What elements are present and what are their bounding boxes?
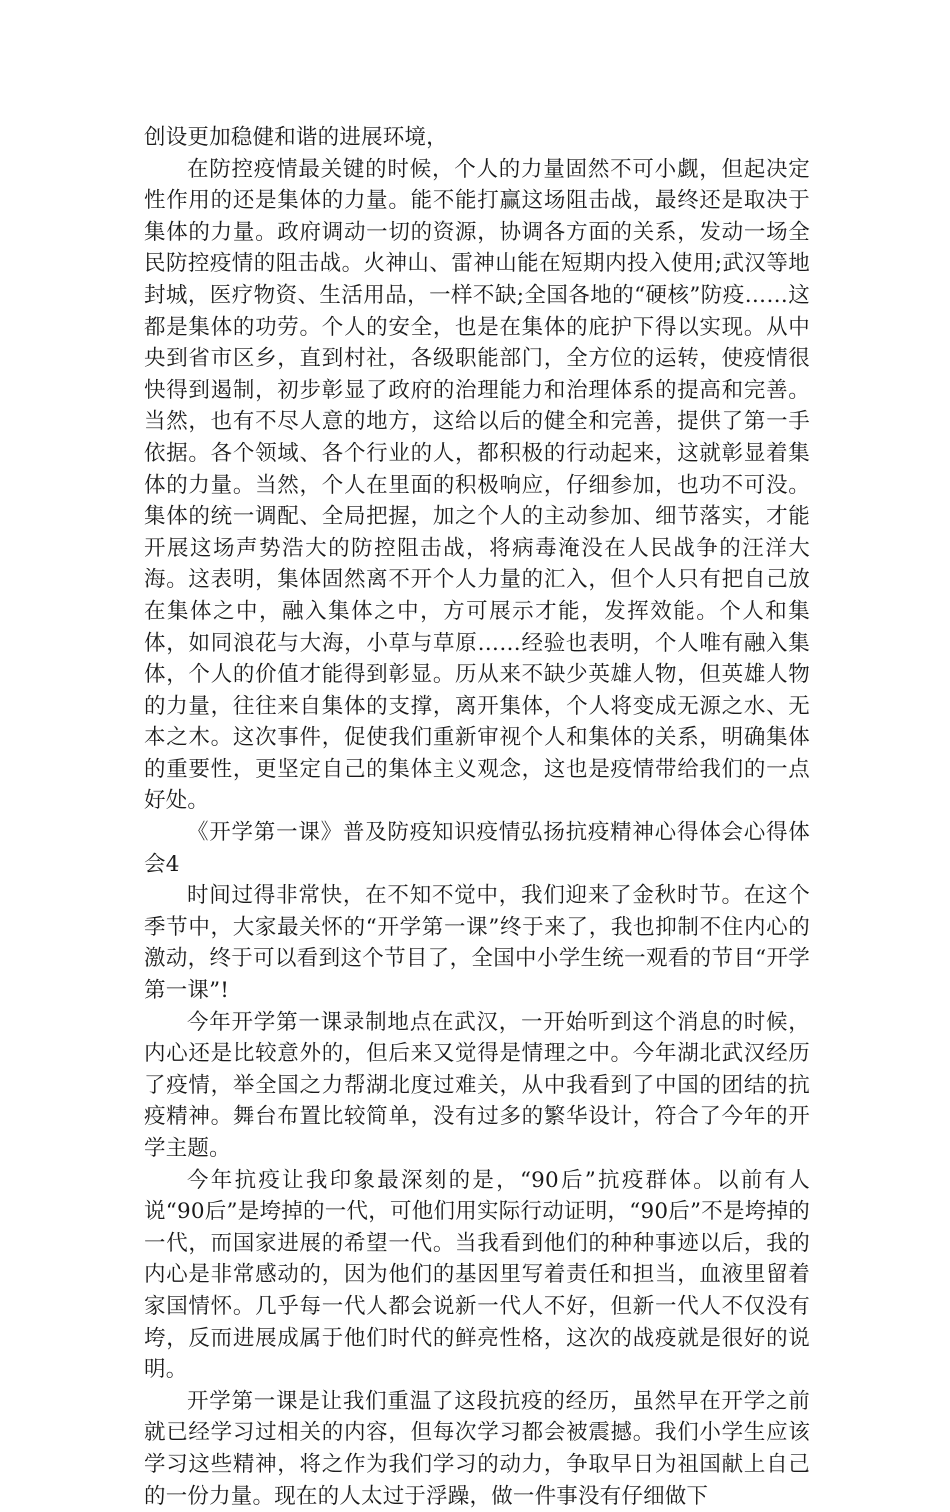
paragraph-6: 开学第一课是让我们重温了这段抗疫的经历，虽然早在开学之前就已经学习过相关的内容，但每次学习都会被震撼。我们小学生应该学习这些精神，将之作为我们学习的动力，争取早日为祖国献上自己的一份力量。现在的人太过于浮躁，做一件事没有仔细做下 (144, 1388, 810, 1509)
document-body (144, 122, 810, 1512)
section-heading: 《开学第一课》普及防疫知识疫情弘扬抗疫精神心得体会心得体会4 (144, 820, 810, 877)
paragraph-4: 今年开学第一课录制地点在武汉，一开始听到这个消息的时候，内心还是比较意外的，但后来又觉得是情理之中。今年湖北武汉经历了疫情，举全国之力帮湖北度过难关，从中我看到了中国的团结的抗疫精神。舞台布置比较简单，没有过多的繁华设计，符合了今年的开学主题。 (144, 1009, 810, 1161)
paragraph-2: 在防控疫情最关键的时候，个人的力量固然不可小觑，但起决定性作用的还是集体的力量。能不能打赢这场阻击战，最终还是取决于集体的力量。政府调动一切的资源，协调各方面的关系，发动一场全民防控疫情的阻击战。火神山、雷神山能在短期内投入使用;武汉等地封城，医疗物资、生活用品，一样不缺;全国各地的“硬核”防疫……这都是集体的功劳。个人的安全，也是在集体的庇护下得以实现。从中央到省市区乡，直到村社，各级职能部门，全方位的运转，使疫情很快得到遏制，初步彰显了政府的治理能力和治理体系的提高和完善。当然，也有不尽人意的地方，这给以后的健全和完善，提供了第一手依据。各个领域、各个行业的人，都积极的行动起来，这就彰显着集体的力量。当然，个人在里面的积极响应，仔细参加，也功不可没。集体的统一调配、全局把握，加之个人的主动参加、细节落实，才能开展这场声势浩大的防控阻击战，将病毒淹没在人民战争的汪洋大海。这表明，集体固然离不开个人力量的汇入，但个人只有把自己放在集体之中，融入集体之中，方可展示才能，发挥效能。个人和集体，如同浪花与大海，小草与草原……经验也表明，个人唯有融入集体，个人的价值才能得到彰显。历从来不缺少英雄人物，但英雄人物的力量，往往来自集体的支撑，离开集体，个人将变成无源之水、无本之木。这次事件，促使我们重新审视个人和集体的关系，明确集体的重要性，更坚定自己的集体主义观念，这也是疫情带给我们的一点好处。 (144, 156, 810, 814)
paragraph-3: 时间过得非常快，在不知不觉中，我们迎来了金秋时节。在这个季节中，大家最关怀的“开学第一课”终于来了，我也抑制不住内心的激动，终于可以看到这个节目了，全国中小学生统一观看的节目“开学第一课”! (144, 883, 810, 1004)
paragraph-1: 创设更加稳健和谐的进展环境， (144, 125, 448, 150)
paragraph-5: 今年抗疫让我印象最深刻的是，“90后”抗疫群体。以前有人说“90后”是垮掉的一代，可他们用实际行动证明，“90后”不是垮掉的一代，而国家进展的希望一代。当我看到他们的种种事迹以后，我的内心是非常感动的，因为他们的基因里写着责任和担当，血液里留着家国情怀。几乎每一代人都会说新一代人不好，但新一代人不仅没有垮，反而进展成属于他们时代的鲜亮性格，这次的战疫就是很好的说明。 (144, 1167, 810, 1383)
